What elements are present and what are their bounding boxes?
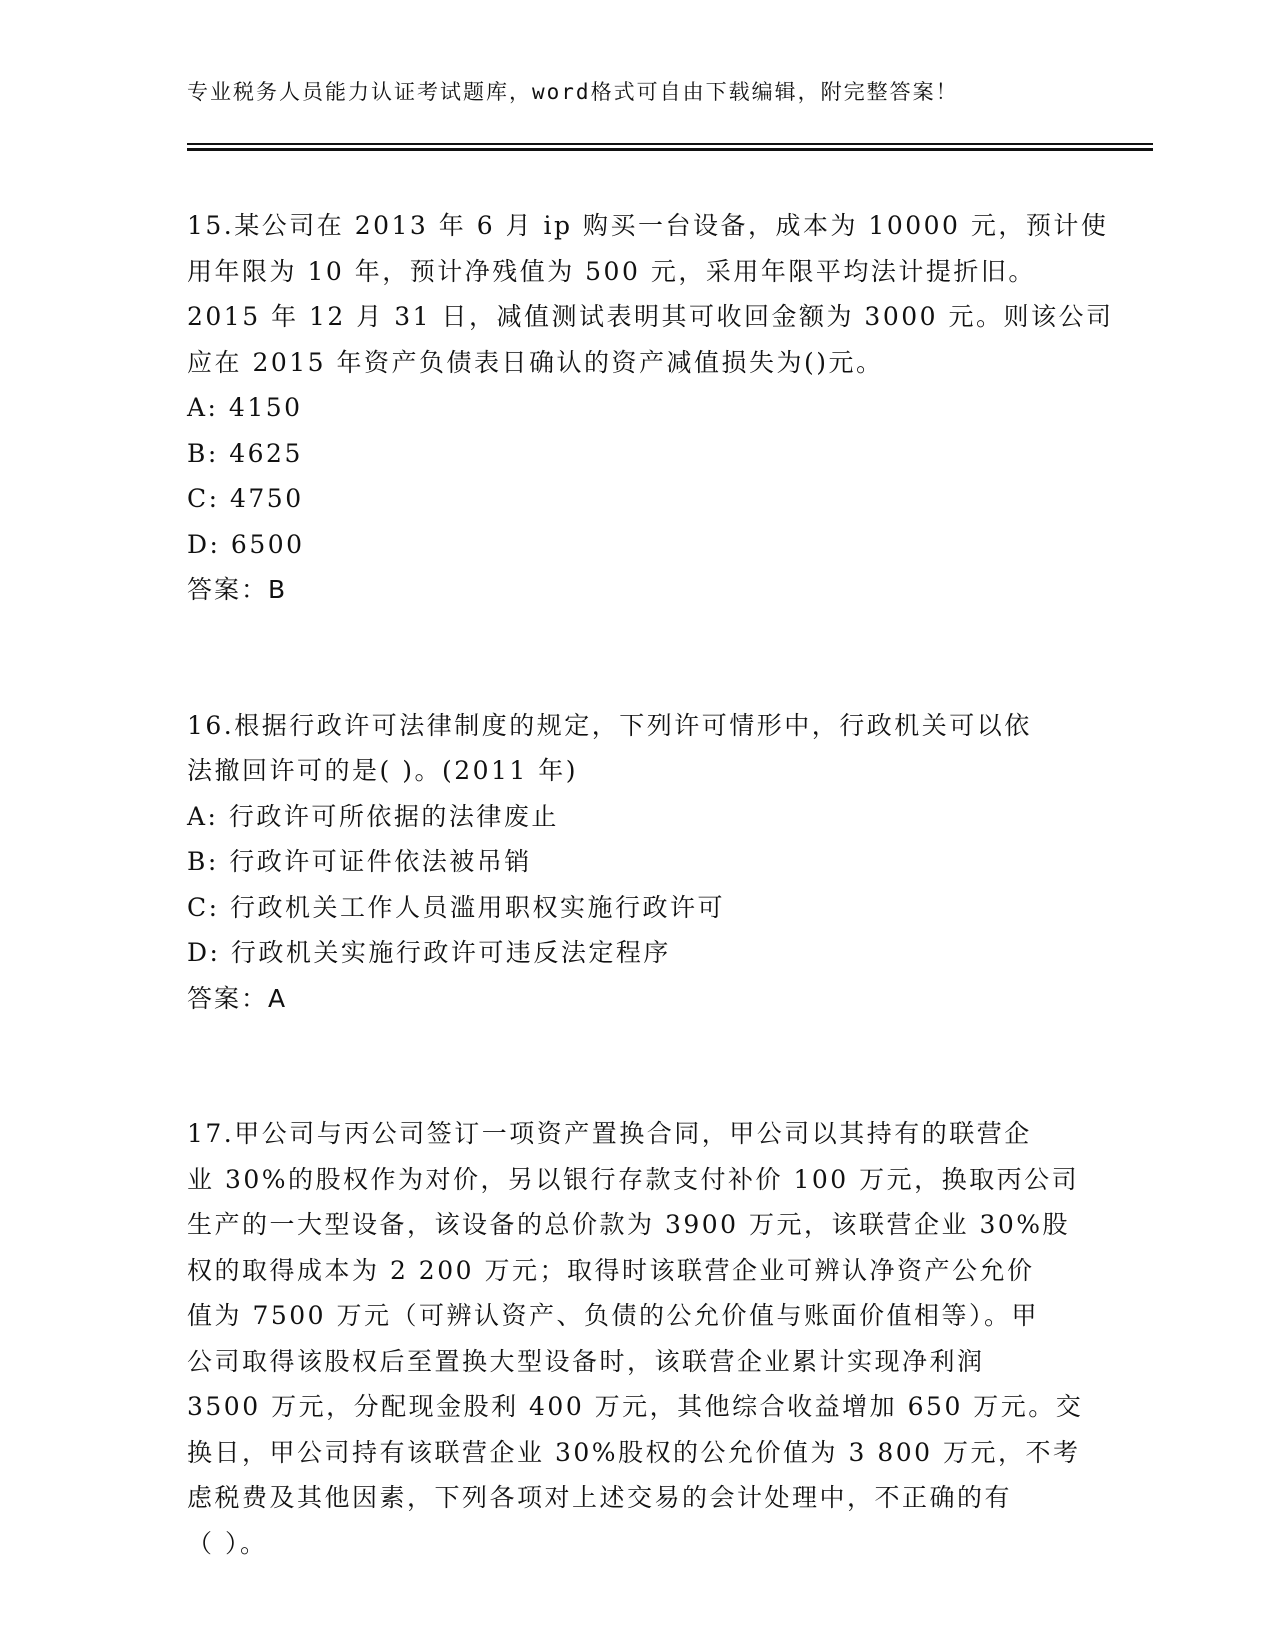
question-spacer xyxy=(187,1021,1087,1111)
question-text-line: 用年限为 10 年，预计净残值为 500 元，采用年限平均法计提折旧。 xyxy=(187,256,1036,286)
question-text-line: 生产的一大型设备，该设备的总价款为 3900 万元，该联营企业 30%股 xyxy=(187,1210,1071,1239)
header-rule-thin xyxy=(187,143,1153,145)
question-text-line: 虑税费及其他因素，下列各项对上述交易的会计处理中，不正确的有 xyxy=(187,1483,1013,1512)
option-d: D: 6500 xyxy=(187,529,305,559)
option-c: C: 4750 xyxy=(187,484,304,513)
question-text-line: 权的取得成本为 2 200 万元；取得时该联营企业可辨认净资产公允价 xyxy=(187,1255,1035,1285)
question-text-line: 15.某公司在 2013 年 6 月 ip 购买一台设备，成本为 10000 元，预计使 xyxy=(187,211,1109,240)
option-d: D: 行政机关实施行政许可违反法定程序 xyxy=(187,938,671,967)
question-15 xyxy=(187,203,1114,613)
option-a: A: 4150 xyxy=(187,393,303,422)
question-text-line: 16.根据行政许可法律制度的规定，下列许可情形中，行政机关可以依 xyxy=(187,710,1032,740)
question-text-line: 应在 2015 年资产负债表日确认的资产减值损失为()元。 xyxy=(187,347,884,377)
question-17 xyxy=(187,1111,1087,1566)
question-text-line: 3500 万元，分配现金股利 400 万元，其他综合收益增加 650 万元。交 xyxy=(187,1392,1084,1421)
option-c: C: 行政机关工作人员滥用职权实施行政许可 xyxy=(187,892,725,922)
option-a: A: 行政许可所依据的法律废止 xyxy=(187,801,559,831)
question-text-line: 换日，甲公司持有该联营企业 30%股权的公允价值为 3 800 万元，不考 xyxy=(187,1437,1081,1467)
answer-label: 答案：A xyxy=(187,983,288,1013)
question-text-line: 值为 7500 万元（可辨认资产、负债的公允价值与账面价值相等）。甲 xyxy=(187,1301,1040,1330)
question-text-line: 公司取得该股权后至置换大型设备时，该联营企业累计实现净利润 xyxy=(187,1346,985,1376)
question-text-line: 2015 年 12 月 31 日，减值测试表明其可收回金额为 3000 元。则该公司 xyxy=(187,302,1114,331)
question-16 xyxy=(187,703,1087,1022)
question-text-line: 法撤回许可的是( )。(2011 年) xyxy=(187,756,579,785)
page-header: 专业税务人员能力认证考试题库，word格式可自由下载编辑，附完整答案！ xyxy=(187,80,959,104)
question-text-line: 17.甲公司与丙公司签订一项资产置换合同，甲公司以其持有的联营企 xyxy=(187,1119,1032,1148)
question-text-line: 业 30%的股权作为对价，另以银行存款支付补价 100 万元，换取丙公司 xyxy=(187,1164,1080,1194)
option-b: B: 4625 xyxy=(187,438,303,468)
question-spacer xyxy=(187,613,1087,703)
option-b: B: 行政许可证件依法被吊销 xyxy=(187,847,532,876)
header-rule-thick xyxy=(187,148,1153,151)
question-text-line: （ ）。 xyxy=(187,1528,268,1558)
answer-label: 答案：B xyxy=(187,575,288,604)
question-list xyxy=(187,203,1114,1566)
